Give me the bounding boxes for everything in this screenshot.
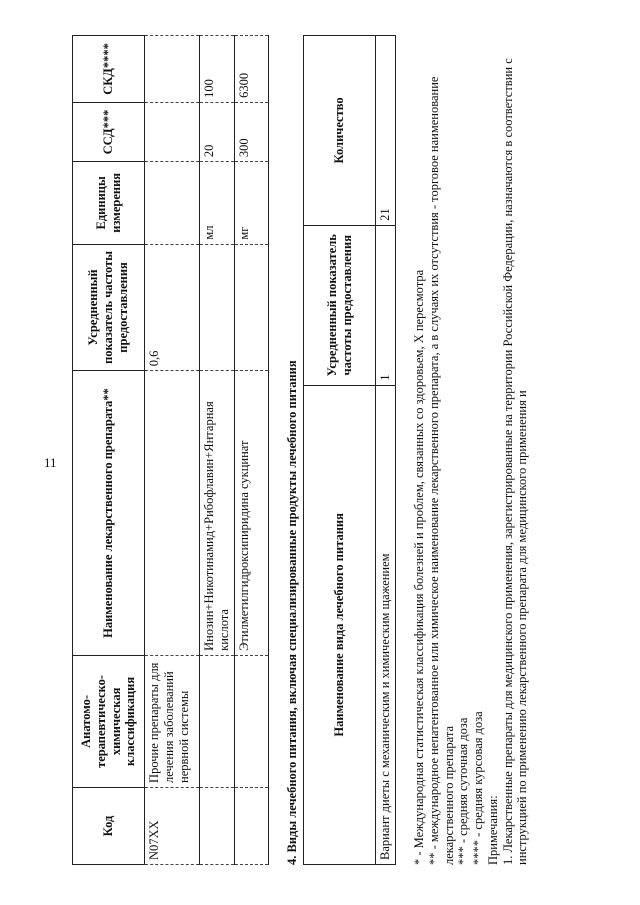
header-code: Код <box>73 787 145 864</box>
cell-atc <box>200 655 235 787</box>
header-skd: СКД**** <box>73 36 145 103</box>
cell-ssd <box>145 102 200 161</box>
cell-freq <box>200 244 235 371</box>
cell-freq: 0,6 <box>145 244 200 371</box>
cell-skd: 100 <box>200 36 235 103</box>
cell-nutrition-freq: 1 <box>376 225 396 385</box>
header-freq: Усредненный показатель частоты предоставления <box>73 244 145 371</box>
header-nutrition-name: Наименование вида лечебного питания <box>304 385 376 864</box>
header-ssd: ССД*** <box>73 102 145 161</box>
cell-code <box>234 787 268 864</box>
footnote-3: *** - средняя суточная доза <box>456 717 471 865</box>
table-row <box>145 36 200 865</box>
cell-ssd: 20 <box>200 102 235 161</box>
page-number: 11 <box>44 455 57 470</box>
notes-title: Примечания: <box>485 795 500 865</box>
drugs-table <box>72 35 269 865</box>
header-nutrition-freq: Усредненный показатель частоты предоставления <box>304 225 376 385</box>
nutrition-table <box>303 35 396 865</box>
cell-atc: Прочие препараты для лечения заболеваний нервной системы <box>145 655 200 787</box>
table-row <box>234 36 268 865</box>
cell-drug: Инозин+Никотинамид+Рибофлавин+Янтарная кислота <box>200 371 235 656</box>
table-row <box>200 36 235 865</box>
cell-unit: мг <box>234 162 268 245</box>
cell-drug: Этилметилгидроксипиридина сукцинат <box>234 371 268 656</box>
cell-unit: мл <box>200 162 235 245</box>
footnote-1: * - Международная статистическая классификация болезней и проблем, связанных со здоровьем, X пересмотра <box>412 269 426 865</box>
cell-code: N07XX <box>145 787 200 864</box>
header-drug: Наименование лекарственного препарата** <box>73 371 145 656</box>
cell-nutrition-name: Вариант диеты с механическим и химическим щажением <box>376 385 396 864</box>
cell-skd <box>145 36 200 103</box>
cell-code <box>200 787 235 864</box>
section-4-title: 4. Виды лечебного питания, включая специализированные продукты лечебного питания <box>284 360 299 865</box>
header-unit: Единицы измерения <box>73 162 145 245</box>
cell-freq <box>234 244 268 371</box>
cell-skd: 6300 <box>234 36 268 103</box>
cell-drug <box>145 371 200 656</box>
cell-atc <box>234 655 268 787</box>
cell-ssd: 300 <box>234 102 268 161</box>
document-body <box>72 35 530 865</box>
cell-unit <box>145 162 200 245</box>
cell-nutrition-qty: 21 <box>376 36 396 226</box>
table-row <box>376 36 396 865</box>
footnote-2: ** - международное непатентованное или химическое наименование лекарственного препарата, а в случаях их отсутствия - торговое наименование лекарственного препарата <box>426 76 456 865</box>
footnotes <box>412 35 530 865</box>
header-nutrition-qty: Количество <box>304 36 376 226</box>
note-1: 1. Лекарственные препараты для медицинского применения, зарегистрированные на территории Российской Федерации, назначаются в соответствии с инструкцией по применению лекарственного препарата для медицинского применения и <box>500 58 530 865</box>
footnote-4: **** - средняя курсовая доза <box>471 711 485 865</box>
header-atc: Анатомо-терапевтическо-химическая классификация <box>73 655 145 787</box>
